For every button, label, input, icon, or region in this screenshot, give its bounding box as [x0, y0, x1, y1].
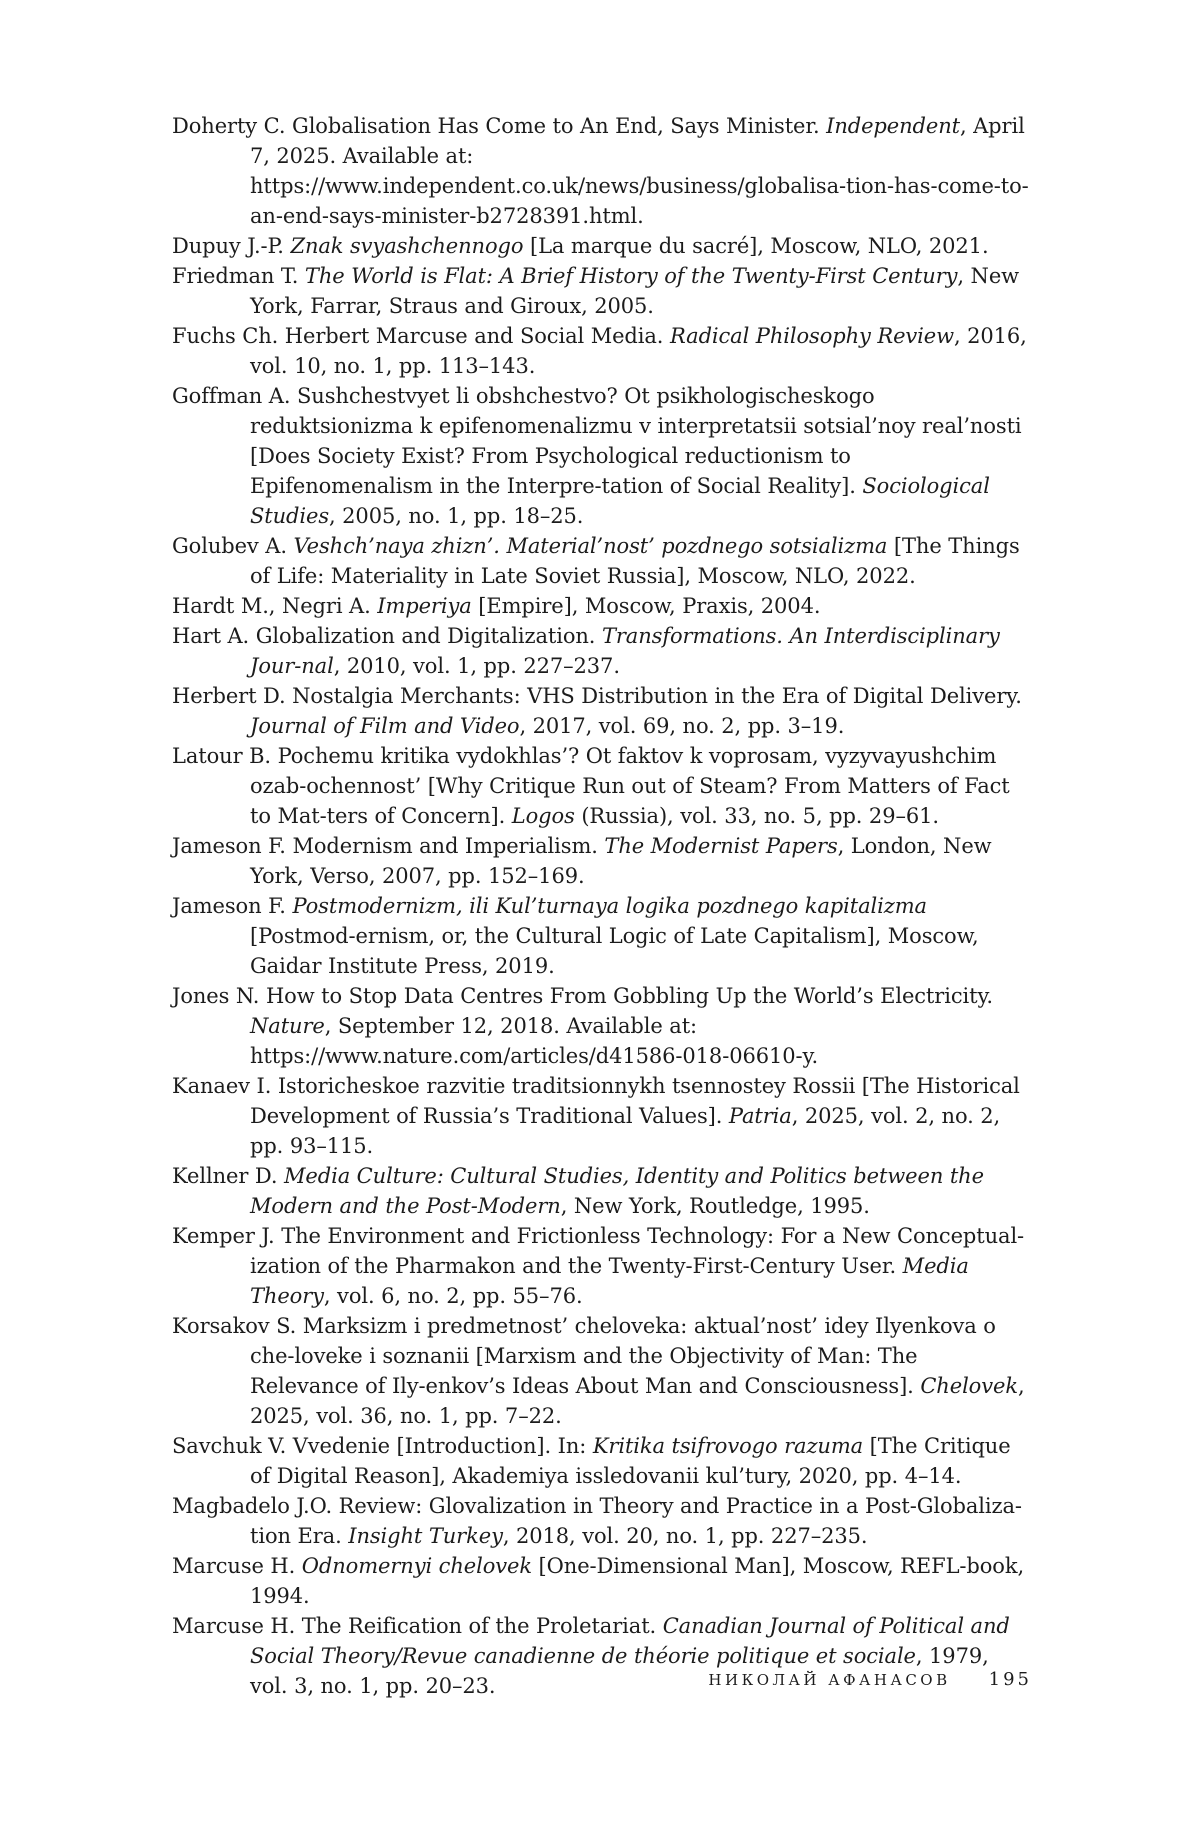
- reference-title-italic: Canadian Journal of Political and Social Theory/Revue canadienne de théorie politique et sociale: [250, 1614, 1010, 1668]
- reference-text: , April 7, 2025. Available at: https://www.independent.co.uk/news/business/globalisa-tion-has-come-to-an-end-says-minister-b2728391.html.: [250, 114, 1029, 228]
- reference-text: , 2005, no. 1, pp. 18–25.: [329, 504, 584, 528]
- reference-text: [The Things of Life: Materiality in Late Soviet Russia], Moscow, NLO, 2022.: [250, 534, 1020, 588]
- reference-text: Jameson F. Modernism and Imperialism.: [172, 834, 605, 858]
- reference-text: (Russia), vol. 33, no. 5, pp. 29–61.: [574, 804, 939, 828]
- reference-text: [Empire], Moscow, Praxis, 2004.: [471, 594, 821, 618]
- reference-list: [172, 111, 1032, 1701]
- reference-text: [Postmod-ernism, or, the Cultural Logic of Late Capitalism], Moscow, Gaidar Institute Press, 2019.: [250, 924, 979, 978]
- reference-text: Kellner D.: [172, 1164, 284, 1188]
- reference-text: , 2018, vol. 20, no. 1, pp. 227–235.: [502, 1524, 868, 1548]
- reference-entry: [172, 891, 1032, 981]
- reference-text: Dupuy J.-P.: [172, 234, 291, 258]
- reference-text: [The Critique of Digital Reason], Akademiya issledovanii kul’tury, 2020, pp. 4–14.: [250, 1434, 1011, 1488]
- reference-text: Herbert D. Nostalgia Merchants: VHS Distribution in the Era of Digital Delivery.: [172, 684, 1022, 708]
- reference-text: Jameson F.: [172, 894, 293, 918]
- reference-entry: [172, 741, 1032, 831]
- reference-text: , 2017, vol. 69, no. 2, pp. 3–19.: [519, 714, 845, 738]
- reference-title-italic: Patria: [728, 1104, 792, 1128]
- reference-entry: [172, 1491, 1032, 1551]
- reference-title-italic: Chelovek: [920, 1374, 1018, 1398]
- reference-title-italic: Znak svyashchennogo: [290, 234, 524, 258]
- reference-title-italic: Nature: [250, 1014, 325, 1038]
- reference-text: Kemper J. The Environment and Frictionless Technology: For a New Conceptual-ization of the Pharmakon and the Twenty-First-Century User.: [172, 1224, 1025, 1278]
- reference-text: Korsakov S. Marksizm i predmetnost’ cheloveka: aktual’nost’ idey Ilyenkova o che-loveke i soznanii [Marxism and the Objectivity of Man: The Relevance of Ily-enkov’s Ideas About Man and Consciousness].: [172, 1314, 996, 1398]
- reference-text: [La marque du sacré], Moscow, NLO, 2021.: [523, 234, 989, 258]
- reference-text: , New York, Farrar, Straus and Giroux, 2005.: [250, 264, 1020, 318]
- reference-entry: [172, 1551, 1032, 1611]
- reference-entry: [172, 981, 1032, 1071]
- reference-text: Hardt M., Negri A.: [172, 594, 378, 618]
- reference-entry: [172, 831, 1032, 891]
- reference-title-italic: Imperiya: [377, 594, 472, 618]
- reference-text: Goffman A. Sushchestvyet li obshchestvo? Ot psikhologischeskogo reduktsionizma k epifenomenalizmu v interpretatsii sotsial’noy real’nosti [Does Society Exist? From Psychological reductionism to Epifenomenalism in the Interpre-tation of Social Reality].: [172, 384, 1022, 498]
- reference-text: Hart A. Globalization and Digitalization.: [172, 624, 602, 648]
- reference-entry: [172, 1221, 1032, 1311]
- reference-title-italic: Insight Turkey: [348, 1524, 503, 1548]
- reference-title-italic: The World is Flat: A Brief History of the Twenty-First Century: [304, 264, 958, 288]
- page-footer: [600, 1669, 1032, 1690]
- reference-text: Fuchs Ch. Herbert Marcuse and Social Media.: [172, 324, 670, 348]
- reference-title-italic: The Modernist Papers: [604, 834, 838, 858]
- reference-text: Marcuse H. The Reification of the Proletariat.: [172, 1614, 663, 1638]
- reference-entry: [172, 1311, 1032, 1431]
- reference-text: , 2010, vol. 1, pp. 227–237.: [333, 654, 620, 678]
- reference-title-italic: Media Culture: Cultural Studies, Identity and Politics between the Modern and the Post-Modern: [250, 1164, 984, 1218]
- reference-entry: [172, 681, 1032, 741]
- reference-text: Magbadelo J.O. Review: Glovalization in Theory and Practice in a Post-Globaliza-tion Era.: [172, 1494, 1022, 1548]
- reference-entry: [172, 381, 1032, 531]
- reference-entry: [172, 1161, 1032, 1221]
- reference-text: Golubev A.: [172, 534, 294, 558]
- reference-title-italic: Transformations. An Interdisciplinary Jour-nal: [250, 624, 1000, 678]
- reference-entry: [172, 591, 1032, 621]
- reference-text: Doherty C. Globalisation Has Come to An End, Says Minister.: [172, 114, 827, 138]
- reference-text: Friedman T.: [172, 264, 305, 288]
- reference-title-italic: Sociological Studies: [250, 474, 990, 528]
- reference-text: , 2016, vol. 10, no. 1, pp. 113–143.: [250, 324, 1027, 378]
- reference-text: Marcuse H.: [172, 1554, 302, 1578]
- reference-text: , 2025, vol. 2, no. 2, pp. 93–115.: [250, 1104, 1001, 1158]
- reference-text: , London, New York, Verso, 2007, pp. 152–169.: [250, 834, 992, 888]
- reference-text: , 2025, vol. 36, no. 1, pp. 7–22.: [250, 1374, 1025, 1428]
- page-number: 195: [988, 1669, 1032, 1690]
- reference-text: [One-Dimensional Man], Moscow, REFL-book, 1994.: [250, 1554, 1025, 1608]
- reference-title-italic: Journal of Film and Video: [250, 714, 520, 738]
- reference-title-italic: Odnomernyi chelovek: [301, 1554, 532, 1578]
- reference-title-italic: Kritika tsifrovogo razuma: [592, 1434, 864, 1458]
- reference-entry: [172, 621, 1032, 681]
- reference-text: , 1979, vol. 3, no. 1, pp. 20–23.: [250, 1644, 989, 1698]
- reference-entry: [172, 1071, 1032, 1161]
- reference-text: , New York, Routledge, 1995.: [560, 1194, 870, 1218]
- reference-text: , September 12, 2018. Available at: https://www.nature.com/articles/d41586-018-06610-y.: [250, 1014, 819, 1068]
- reference-entry: [172, 1431, 1032, 1491]
- reference-title-italic: Radical Philosophy Review: [669, 324, 954, 348]
- reference-entry: [172, 231, 1032, 261]
- reference-text: Latour B. Pochemu kritika vydokhlas’? Ot faktov k voprosam, vyzyvayushchim ozab-ochennost’ [Why Critique Run out of Steam? From Matters of Fact to Mat-ters of Concern].: [172, 744, 1010, 828]
- reference-text: Jones N. How to Stop Data Centres From Gobbling Up the World’s Electricity.: [172, 984, 993, 1008]
- reference-entry: [172, 111, 1032, 231]
- reference-text: , vol. 6, no. 2, pp. 55–76.: [323, 1284, 583, 1308]
- reference-title-italic: Media Theory: [250, 1254, 969, 1308]
- reference-title-italic: Independent: [826, 114, 960, 138]
- reference-entry: [172, 531, 1032, 591]
- reference-text: Savchuk V. Vvedenie [Introduction]. In:: [172, 1434, 593, 1458]
- reference-entry: [172, 261, 1032, 321]
- reference-entry: [172, 321, 1032, 381]
- reference-text: Kanaev I. Istoricheskoe razvitie traditsionnykh tsennostey Rossii [The Historical Development of Russia’s Traditional Values].: [172, 1074, 1020, 1128]
- reference-title-italic: Logos: [511, 804, 575, 828]
- running-footer-author: НИКОЛАЙ АФАНАСОВ: [708, 1671, 951, 1689]
- reference-title-italic: Veshch’naya zhizn’. Material’nost’ pozdnego sotsializma: [293, 534, 888, 558]
- reference-title-italic: Postmodernizm, ili Kul’turnaya logika pozdnego kapitalizma: [292, 894, 927, 918]
